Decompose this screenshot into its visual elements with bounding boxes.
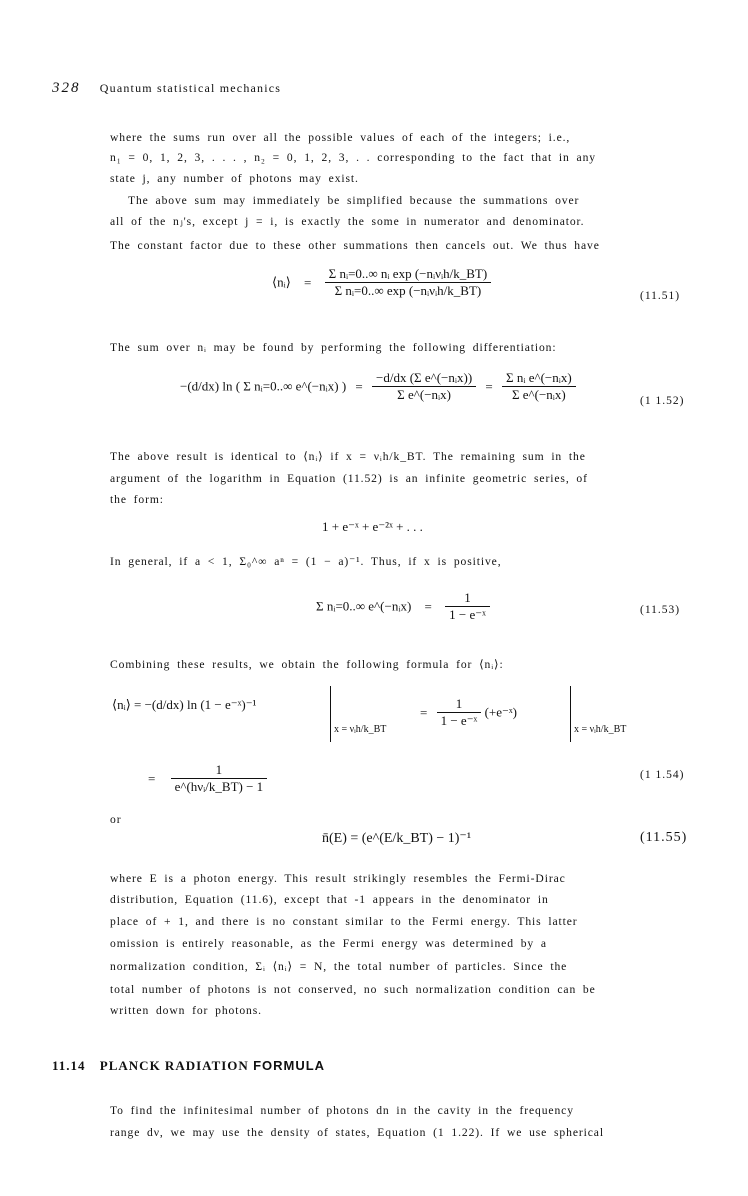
text-line: where E is a photon energy. This result strikingly resembles the Fermi-Dirac — [110, 872, 566, 885]
equation-fraction — [502, 370, 576, 403]
section-title: PLANCK RADIATION — [99, 1058, 249, 1073]
text-line: The above sum may immediately be simplified because the summations over — [128, 194, 580, 207]
section-heading — [52, 1058, 325, 1074]
evaluation-point: x = νᵢh/k_BT — [334, 724, 387, 735]
equation-number: (11.51) — [640, 290, 681, 302]
fraction-numerator: 1 — [437, 696, 482, 713]
section-title-tail: FORMULA — [253, 1058, 326, 1073]
equation-lhs: ⟨nᵢ⟩ — [272, 274, 291, 290]
fraction-numerator: Σ nᵢ=0..∞ nᵢ exp (−nᵢνᵢh/k_BT) — [325, 266, 492, 283]
fraction-denominator: e^(hνᵢ/k_BT) − 1 — [174, 779, 264, 794]
fraction-numerator: −d/dx (Σ e^(−nᵢx)) — [372, 370, 476, 387]
section-number: 11.14 — [52, 1058, 86, 1073]
equation-tail: (+e⁻ˣ) — [484, 704, 517, 720]
equation-number: (1 1.54) — [640, 769, 685, 781]
text-line: In general, if a < 1, Σ₀^∞ aⁿ = (1 − a)⁻¹. Thus, if x is positive, — [110, 555, 502, 568]
text-line: all of the nⱼ's, except j = i, is exactly the some in numerator and denominator. — [110, 215, 585, 228]
fraction-numerator: Σ nᵢ e^(−nᵢx) — [502, 370, 576, 387]
equation-fraction — [445, 590, 490, 623]
text-line: distribution, Equation (11.6), except that -1 appears in the denominator in — [110, 893, 549, 906]
text-line: state j, any number of photons may exist. — [110, 172, 359, 185]
equation-11-54-line1 — [112, 696, 256, 713]
equation-number: (1 1.52) — [640, 395, 685, 407]
page-number: 328 — [52, 80, 81, 96]
running-header — [52, 80, 281, 97]
equation-11-54-rhs: = $\frac{1}{\text{1 − e⁻ˣ}}$ (+e⁻ˣ) — [420, 696, 517, 728]
text-line: n₁ = 0, 1, 2, 3, . . . , n₂ = 0, 1, 2, 3, . . corresponding to the fact that in any — [110, 151, 596, 164]
text-line: where the sums run over all the possible values of each of the integers; i.e., — [110, 131, 571, 144]
running-title: Quantum statistical mechanics — [99, 81, 282, 95]
equation-fraction — [325, 266, 492, 299]
text-line: place of + 1, and there is no constant similar to the Fermi energy. This latter — [110, 915, 578, 928]
fraction-denominator: Σ e^(−nᵢx) — [397, 387, 451, 402]
equation-11-52: −(d/dx) ln ( Σ nᵢ=0..∞ e^(−nᵢx) ) = $\frac{\text{−d/dx (Σ e\textasciicircum{}(−nᵢx))}}{\text{Σ e\textasciicircum{}(−nᵢx)}}$ = $\frac{\text{Σ nᵢ e\textasciicircum{}(−nᵢx)}}{\text{Σ e\textasciicircum{}(−nᵢx)}}$ — [180, 370, 576, 403]
equation-lhs: ⟨nᵢ⟩ = −(d/dx) ln (1 − e⁻ˣ)⁻¹ — [112, 697, 257, 713]
evaluation-bar — [330, 686, 331, 742]
fraction-numerator: 1 — [445, 590, 490, 607]
text-line: normalization condition, Σᵢ ⟨nᵢ⟩ = N, the total number of particles. Since the — [110, 960, 568, 973]
equation-lhs: −(d/dx) ln ( Σ nᵢ=0..∞ e^(−nᵢx) ) — [180, 378, 347, 394]
geometric-series: 1 + e⁻ˣ + e⁻²ˣ + . . . — [322, 519, 423, 534]
equation-11-53: Σ nᵢ=0..∞ e^(−nᵢx) = $\frac{1}{\text{1 − e⁻ˣ}}$ — [316, 590, 490, 623]
text-line: The sum over nᵢ may be found by performing the following differentiation: — [110, 341, 557, 354]
evaluation-bar — [570, 686, 571, 742]
equation-number: (11.55) — [640, 830, 688, 845]
equation-fraction — [437, 696, 482, 729]
text-line: or — [110, 813, 122, 826]
fraction-denominator: Σ nᵢ=0..∞ exp (−nᵢνᵢh/k_BT) — [334, 283, 482, 298]
text-line: Combining these results, we obtain the following formula for ⟨nᵢ⟩: — [110, 658, 504, 671]
text-line: The above result is identical to ⟨nᵢ⟩ if x = νᵢh/k_BT. The remaining sum in the — [110, 450, 586, 463]
text-line: omission is entirely reasonable, as the Fermi energy was determined by a — [110, 937, 547, 950]
equation-11-55: n̄(E) = (e^(E/k_BT) − 1)⁻¹ — [322, 831, 472, 846]
evaluation-point: x = νᵢh/k_BT — [574, 724, 627, 735]
text-line: total number of photons is not conserved, no such normalization condition can be — [110, 983, 596, 996]
text-line: range dν, we may use the density of states, Equation (1 1.22). If we use spherical — [110, 1126, 604, 1139]
text-line: The constant factor due to these other summations then cancels out. We thus have — [110, 239, 600, 252]
equation-number: (11.53) — [640, 604, 681, 616]
fraction-denominator: Σ e^(−nᵢx) — [511, 387, 566, 402]
equation-lhs: Σ nᵢ=0..∞ e^(−nᵢx) — [316, 598, 412, 614]
fraction-denominator: 1 − e⁻ˣ — [440, 713, 478, 728]
fraction-denominator: 1 − e⁻ˣ — [449, 607, 486, 622]
equation-fraction — [171, 762, 268, 795]
equation-fraction — [372, 370, 476, 403]
text-line: To find the infinitesimal number of photons dn in the cavity in the frequency — [110, 1104, 574, 1117]
text-line: the form: — [110, 493, 164, 506]
text-line: argument of the logarithm in Equation (11.52) is an infinite geometric series, of — [110, 472, 588, 485]
text-line: written down for photons. — [110, 1004, 262, 1017]
fraction-numerator: 1 — [171, 762, 268, 779]
equation-11-54-line2: = $\frac{1}{\text{e\textasciicircum{}(hνᵢ/k\_BT) − 1}}$ — [148, 762, 267, 795]
equation-11-51: ⟨nᵢ⟩ = $\frac{\text{Σ nᵢ=0..∞ nᵢ exp (−nᵢνᵢh/k\_BT)}}{\text{Σ nᵢ=0..∞ exp (−nᵢνᵢh/k\_BT)}}$ — [272, 266, 491, 299]
